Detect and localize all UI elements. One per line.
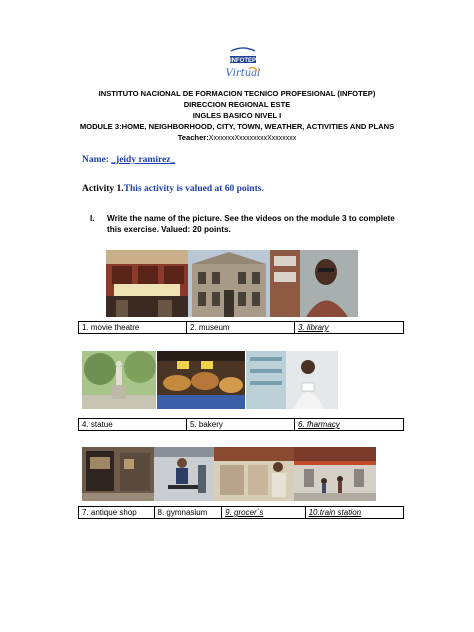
answer-row-3 (78, 506, 404, 519)
answer-cell-4[interactable]: 4. statue (79, 419, 187, 430)
infotep-logo (213, 47, 273, 85)
answer-cell-8[interactable]: 8. gymnasium (155, 507, 223, 518)
photo-statue (82, 351, 156, 409)
logo-sub-text: Virtual (225, 68, 261, 79)
header-region: DIRECCION REGIONAL ESTE (183, 100, 291, 109)
answer-cell-10[interactable]: 10.train station (308, 508, 362, 517)
answer-row-1 (78, 321, 404, 334)
answer-cell-6[interactable]: 6. fharmacy (298, 420, 340, 429)
header-module: MODULE 3:HOME, NEIGHBORHOOD, CITY, TOWN, WEATHER, ACTIVITIES AND PLANS (79, 122, 395, 131)
header-course: INGLES BASICO NIVEL I (192, 111, 282, 120)
photo-train-station (294, 447, 376, 501)
header-teacher (0, 132, 474, 144)
photo-gymnasium (154, 447, 214, 501)
photo-grocers (214, 447, 294, 501)
answer-cell-2[interactable]: 2. museum (187, 322, 295, 333)
name-label: Name: (82, 155, 109, 165)
answer-cell-7[interactable]: 7. antique shop (79, 507, 155, 518)
answer-row-2 (78, 418, 404, 431)
student-name-line (82, 155, 175, 165)
photo-museum (188, 250, 270, 317)
answer-cell-1[interactable]: 1. movie theatre (79, 322, 187, 333)
header-institution: INSTITUTO NACIONAL DE FORMACION TECNICO PROFESIONAL (INFOTEP) (98, 89, 376, 98)
instruction-number: I. (90, 214, 95, 223)
activity-heading (82, 184, 264, 194)
photo-antique-shop (82, 447, 154, 501)
answer-cell-9[interactable]: 9. grocer´s (222, 507, 305, 518)
instruction-text: Write the name of the picture. See the videos on the module 3 to complete this exercise. Valued: 20 points. (107, 214, 395, 234)
logo-brand-text: INFOTEP (229, 58, 257, 64)
photo-movie-theatre (106, 250, 188, 317)
answer-cell-3[interactable]: 3. library (298, 323, 329, 332)
photo-library (270, 250, 358, 317)
photo-bakery (157, 351, 245, 409)
activity-label: Activity 1. (82, 184, 124, 194)
answer-cell-5[interactable]: 5. bakery (187, 419, 295, 430)
teacher-label: Teacher: (177, 133, 209, 142)
teacher-value: XxxxxxxXxxxxxxxxXxxxxxxx (208, 135, 297, 142)
activity-points: This activity is valued at 60 points. (123, 184, 264, 194)
name-value[interactable]: _jeidy ramirez_ (111, 155, 176, 165)
photo-pharmacy (246, 351, 338, 409)
